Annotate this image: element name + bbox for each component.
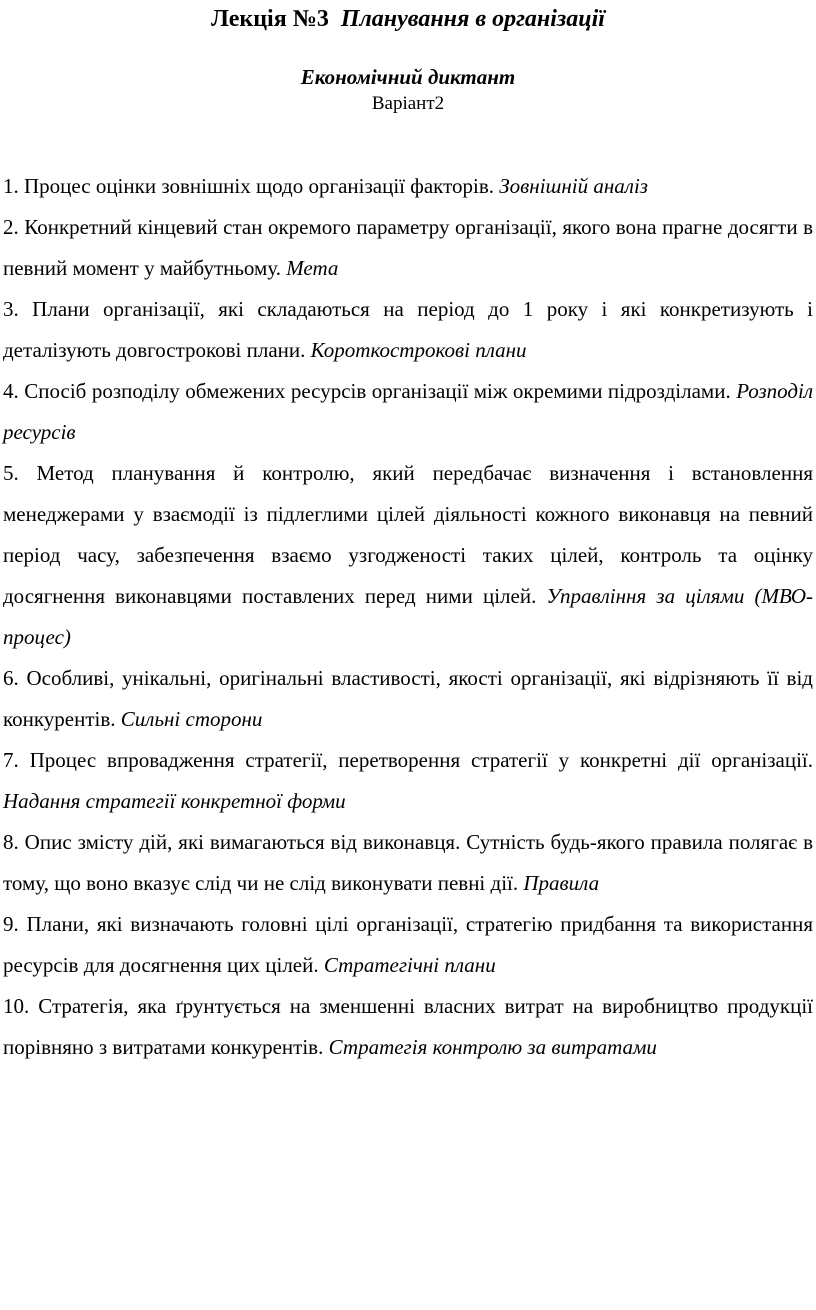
question-item	[3, 904, 813, 986]
question-list	[3, 166, 813, 1068]
question-item	[3, 658, 813, 740]
question-answer: Надання стратегії конкретної форми	[3, 789, 346, 813]
question-text: 3. Плани організації, які складаються на період до 1 року і які конкретизують і деталізують довгострокові плани.	[3, 297, 813, 362]
question-text: 1. Процес оцінки зовнішніх щодо організації факторів.	[3, 174, 495, 198]
dictation-subtitle: Економічний диктант	[300, 65, 516, 89]
question-item	[3, 822, 813, 904]
question-item	[3, 740, 813, 822]
question-text: 2. Конкретний кінцевий стан окремого параметру організації, якого вона прагне досягти в певний момент у майбутньому.	[3, 215, 813, 280]
question-answer: Мета	[286, 256, 339, 280]
question-text: 4. Спосіб розподілу обмежених ресурсів організації між окремими підрозділами.	[3, 379, 731, 403]
question-answer: Стратегічні плани	[323, 953, 496, 977]
lecture-topic: Планування в організації	[340, 6, 605, 32]
question-item	[3, 371, 813, 453]
question-text: 8. Опис змісту дій, які вимагаються від виконавця. Сутність будь-якого правила полягає в тому, що воно вказує слід чи не слід виконувати певні дії.	[3, 830, 813, 895]
variant-label: Варіант2	[371, 93, 445, 114]
question-item	[3, 166, 813, 207]
question-item	[3, 289, 813, 371]
question-answer: Короткострокові плани	[310, 338, 527, 362]
question-text: 5. Метод планування й контролю, який передбачає визначення і встановлення менеджерами у взаємодії із підлеглими цілей діяльності кожного виконавця на певний період часу, забезпечення взаємо узгодженості таких цілей, контроль та оцінку досягнення виконавцями поставлених перед ними цілей.	[3, 461, 813, 608]
question-text: 10. Стратегія, яка ґрунтується на зменшенні власних витрат на виробництво продукції порівняно з витратами конкурентів.	[3, 994, 813, 1059]
question-item	[3, 207, 813, 289]
question-item	[3, 986, 813, 1068]
question-answer: Управління за цілями (МВО-процес)	[3, 584, 814, 649]
question-item	[3, 453, 813, 658]
page-title	[0, 4, 816, 34]
question-text: 9. Плани, які визначають головні цілі організації, стратегію придбання та використання ресурсів для досягнення цих цілей.	[3, 912, 813, 977]
question-answer: Зовнішній аналіз	[499, 174, 648, 198]
question-answer: Стратегія контролю за витратами	[328, 1035, 657, 1059]
lecture-number: Лекція №3	[211, 6, 329, 32]
question-answer: Розподіл ресурсів	[3, 379, 814, 444]
question-text: 6. Особливі, унікальні, оригінальні властивості, якості організації, які відрізняють її від конкурентів.	[3, 666, 813, 731]
question-text: 7. Процес впровадження стратегії, перетворення стратегії у конкретні дії організації.	[3, 748, 813, 772]
question-answer: Правила	[523, 871, 600, 895]
question-answer: Сильні сторони	[120, 707, 263, 731]
